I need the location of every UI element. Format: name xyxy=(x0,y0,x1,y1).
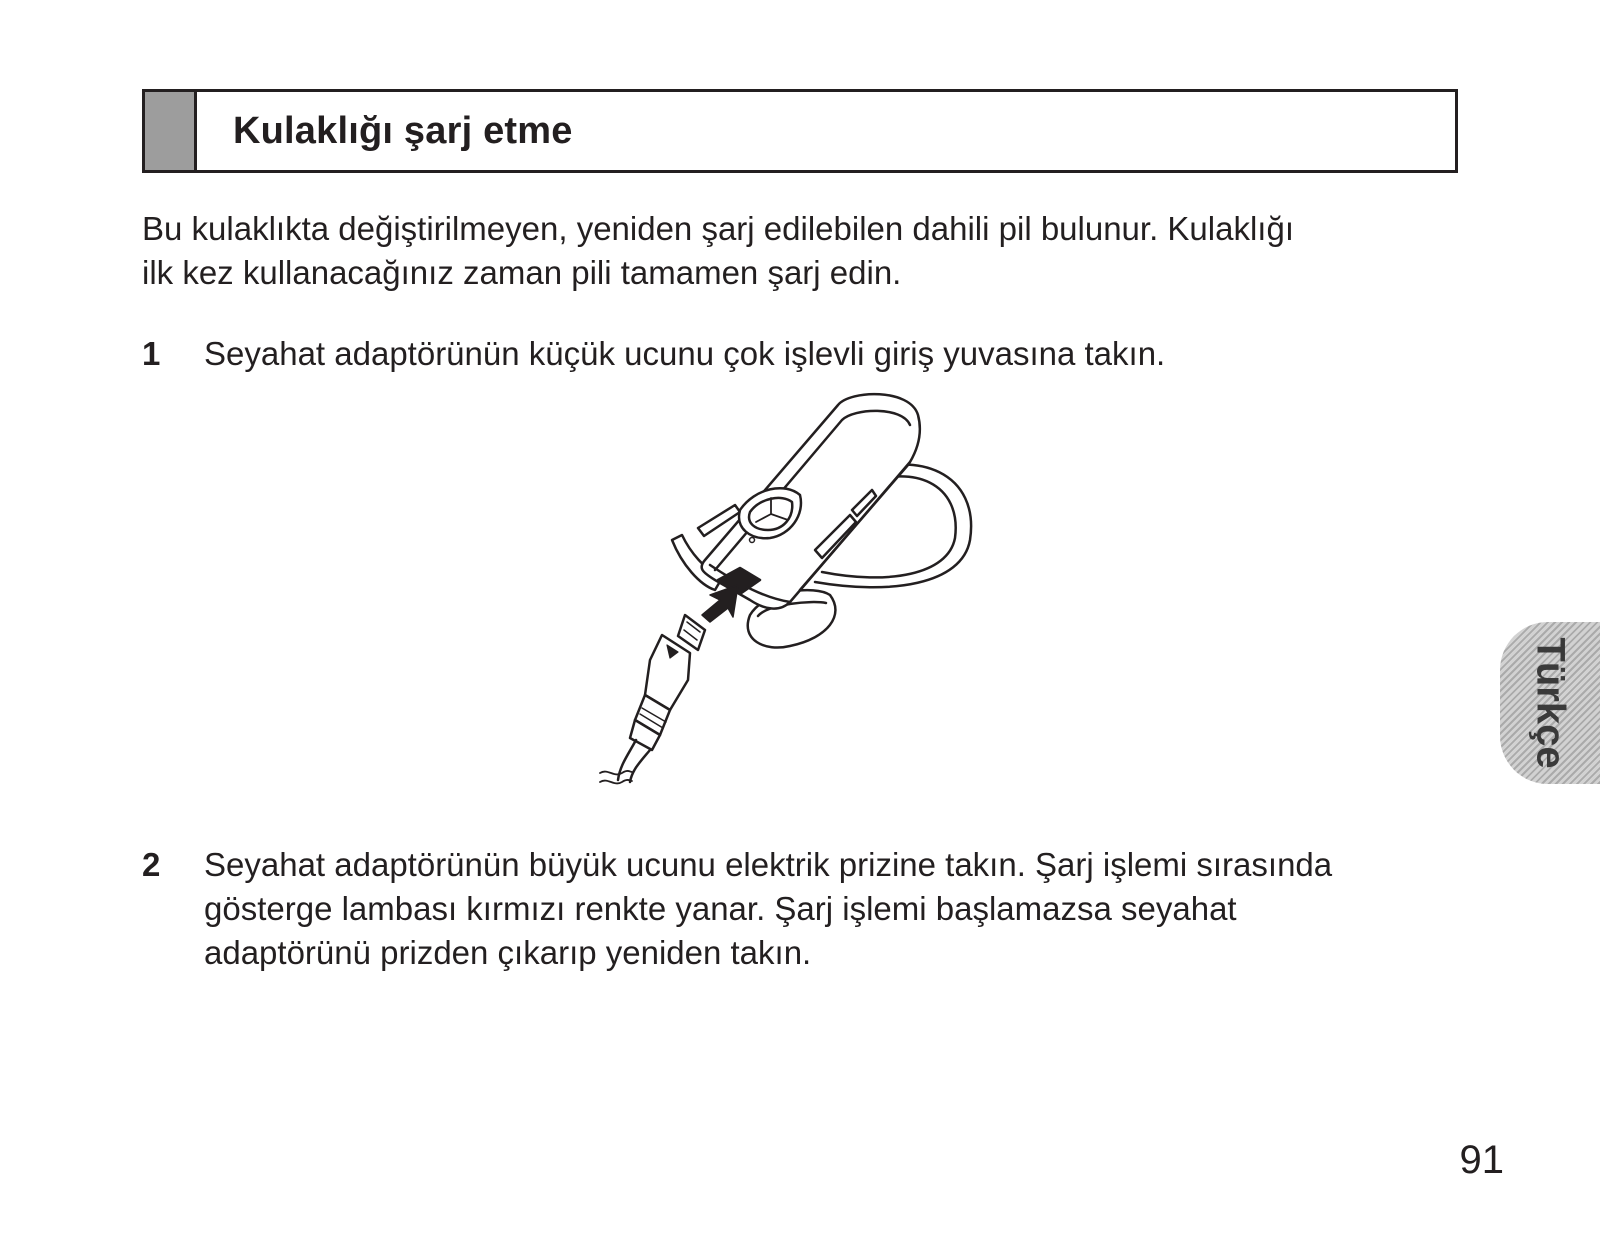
step-text xyxy=(204,843,1472,975)
step-2 xyxy=(142,843,1472,975)
language-label: Türkçe xyxy=(1528,637,1573,769)
intro-line-2: ilk kez kullanacağınız zaman pili tamamen şarj edin. xyxy=(142,254,902,291)
intro-line-1: Bu kulaklıkta değiştirilmeyen, yeniden şarj edilebilen dahili pil bulunur. Kulaklığı xyxy=(142,210,1294,247)
step-number: 1 xyxy=(142,335,161,372)
arrow-icon xyxy=(702,585,738,622)
step-number: 2 xyxy=(142,846,161,883)
step-line: gösterge lambası kırmızı renkte yanar. Şarj işlemi başlamazsa seyahat xyxy=(204,890,1237,927)
step-1 xyxy=(142,332,1472,376)
step-line: Seyahat adaptörünün büyük ucunu elektrik prizine takın. Şarj işlemi sırasında xyxy=(204,846,1333,883)
usb-cable-icon xyxy=(600,615,705,783)
page-number: 91 xyxy=(1459,1138,1504,1182)
section-header xyxy=(142,89,1458,173)
language-tab xyxy=(1500,622,1600,784)
section-title: Kulaklığı şarj etme xyxy=(233,109,573,152)
intro-paragraph xyxy=(142,207,1472,295)
section-marker xyxy=(145,92,197,170)
step-text xyxy=(204,332,1472,376)
charging-illustration xyxy=(590,390,1010,805)
step-line: adaptörünü prizden çıkarıp yeniden takın. xyxy=(204,934,812,971)
step-line: Seyahat adaptörünün küçük ucunu çok işlevli giriş yuvasına takın. xyxy=(204,335,1166,372)
